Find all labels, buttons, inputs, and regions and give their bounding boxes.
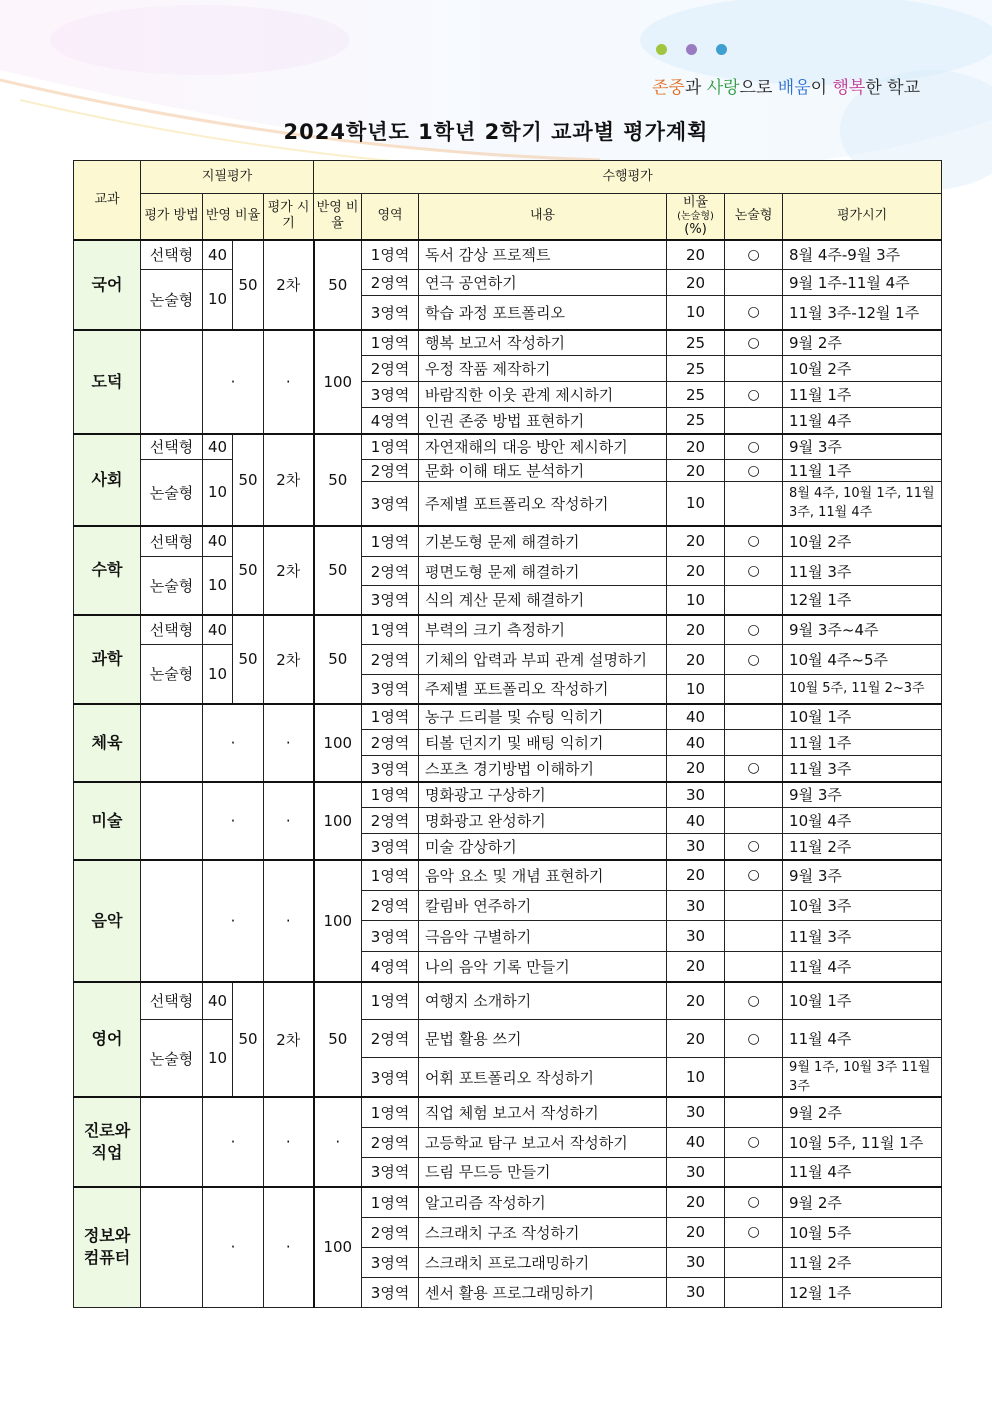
written-method: 논술형 [141,1020,203,1098]
written-method-empty [141,330,203,434]
header-timing: 평가 시기 [264,194,314,240]
table-row [74,704,942,730]
performance-ratio: 100 [314,704,362,782]
written-ratio-dash: · [203,1187,264,1307]
period-cell: 10월 5주, 11월 2~3주 [783,675,942,704]
area-cell: 3영역 [362,586,419,615]
essay-mark [725,921,783,952]
period-cell: 10월 5주 [783,1217,942,1247]
page-title: 2024학년도 1학년 2학기 교과별 평가계획 [283,120,709,144]
period-cell: 10월 4주~5주 [783,645,942,675]
written-timing-dash: · [264,860,314,982]
period-cell: 11월 4주 [783,408,942,434]
period-cell: 9월 2주 [783,330,942,356]
table-row [74,557,942,586]
written-ratio: 10 [203,460,233,526]
header-perf-reflect-ratio: 반영 비율 [314,194,362,240]
header-ratio [667,194,725,240]
written-total: 50 [233,615,264,704]
ratio-cell: 20 [667,460,725,482]
essay-mark: ○ [725,860,783,891]
content-cell: 칼림바 연주하기 [419,891,667,921]
performance-ratio: 100 [314,782,362,860]
written-method: 선택형 [141,434,203,460]
content-cell: 바람직한 이웃 관계 제시하기 [419,382,667,408]
performance-ratio: 50 [314,982,362,1098]
ratio-cell: 20 [667,860,725,891]
essay-mark: ○ [725,557,783,586]
written-ratio: 40 [203,615,233,645]
subject-name: 사회 [74,434,141,526]
period-cell: 9월 3주 [783,434,942,460]
written-method-empty [141,704,203,782]
essay-mark: ○ [725,434,783,460]
header-content: 내용 [419,194,667,240]
table-row [74,615,942,645]
blue-dot-icon [716,44,727,55]
written-ratio: 40 [203,982,233,1020]
period-cell: 12월 1주 [783,1277,942,1307]
table-row [74,860,942,891]
content-cell: 스포츠 경기방법 이해하기 [419,756,667,782]
motto-part: 배움 [777,78,811,98]
essay-mark: ○ [725,1020,783,1058]
written-ratio: 40 [203,434,233,460]
essay-mark: ○ [725,756,783,782]
subject-name: 정보와 컴퓨터 [74,1187,141,1307]
ratio-cell: 30 [667,921,725,952]
table-row [74,1020,942,1058]
written-timing-dash: · [264,1187,314,1307]
area-cell: 2영역 [362,645,419,675]
area-cell: 3영역 [362,1058,419,1098]
ratio-cell: 25 [667,356,725,382]
written-method: 논술형 [141,270,203,330]
area-cell: 3영역 [362,482,419,526]
area-cell: 2영역 [362,1127,419,1157]
content-cell: 여행지 소개하기 [419,982,667,1020]
ratio-cell: 10 [667,482,725,526]
table-row [74,982,942,1020]
essay-mark [725,1157,783,1187]
content-cell: 부력의 크기 측정하기 [419,615,667,645]
table-row [74,270,942,296]
written-total: 50 [233,434,264,526]
ratio-cell: 25 [667,382,725,408]
subject-name: 도덕 [74,330,141,434]
content-cell: 극음악 구별하기 [419,921,667,952]
content-cell: 자연재해의 대응 방안 제시하기 [419,434,667,460]
table-row [74,1097,942,1127]
content-cell: 티볼 던지기 및 배팅 익히기 [419,730,667,756]
area-cell: 1영역 [362,330,419,356]
header-reflect-ratio: 반영 비율 [203,194,264,240]
content-cell: 행복 보고서 작성하기 [419,330,667,356]
content-cell: 드림 무드등 만들기 [419,1157,667,1187]
ratio-cell: 20 [667,1217,725,1247]
essay-mark [725,782,783,808]
area-cell: 1영역 [362,615,419,645]
written-timing: 2차 [264,240,314,330]
content-cell: 문화 이해 태도 분석하기 [419,460,667,482]
ratio-cell: 40 [667,730,725,756]
written-method-empty [141,782,203,860]
written-total: 50 [233,526,264,615]
area-cell: 2영역 [362,356,419,382]
header-subject: 교과 [74,161,141,240]
motto-part: 으로 [739,78,778,98]
ratio-cell: 10 [667,296,725,330]
written-method: 선택형 [141,526,203,557]
purple-dot-icon [686,44,697,55]
essay-mark [725,675,783,704]
period-cell: 11월 3주-12월 1주 [783,296,942,330]
header-written-exam: 지필평가 [141,161,314,194]
area-cell: 1영역 [362,860,419,891]
ratio-cell: 20 [667,1020,725,1058]
ratio-cell: 20 [667,982,725,1020]
performance-ratio: 50 [314,240,362,330]
header-period: 평가시기 [783,194,942,240]
essay-mark: ○ [725,296,783,330]
period-cell: 10월 1주 [783,982,942,1020]
ratio-cell: 30 [667,1097,725,1127]
period-cell: 8월 4주-9월 3주 [783,240,942,270]
table-row [74,645,942,675]
subject-name: 국어 [74,240,141,330]
table-row [74,782,942,808]
school-motto [652,73,920,98]
area-cell: 3영역 [362,1247,419,1277]
content-cell: 우정 작품 제작하기 [419,356,667,382]
essay-mark [725,270,783,296]
table-row [74,526,942,557]
area-cell: 1영역 [362,1187,419,1217]
area-cell: 2영역 [362,460,419,482]
area-cell: 1영역 [362,782,419,808]
content-cell: 명화광고 구상하기 [419,782,667,808]
period-cell: 9월 3주 [783,782,942,808]
green-dot-icon [656,44,667,55]
content-cell: 인권 존중 방법 표현하기 [419,408,667,434]
essay-mark [725,730,783,756]
period-cell: 11월 2주 [783,1247,942,1277]
written-ratio: 10 [203,270,233,330]
content-cell: 농구 드리블 및 슈팅 익히기 [419,704,667,730]
period-cell: 11월 1주 [783,730,942,756]
area-cell: 1영역 [362,434,419,460]
essay-mark [725,356,783,382]
written-ratio: 10 [203,1020,233,1098]
ratio-cell: 40 [667,704,725,730]
written-ratio-dash: · [203,860,264,982]
header-ratio-line3: (%) [684,221,707,237]
essay-mark [725,1247,783,1277]
area-cell: 1영역 [362,1097,419,1127]
period-cell: 9월 2주 [783,1187,942,1217]
header-performance: 수행평가 [314,161,942,194]
written-method: 선택형 [141,615,203,645]
area-cell: 3영역 [362,756,419,782]
period-cell: 11월 1주 [783,382,942,408]
header-ratio-line1: 비율 [682,194,709,210]
ratio-cell: 10 [667,1058,725,1098]
area-cell: 2영역 [362,808,419,834]
area-cell: 3영역 [362,382,419,408]
written-timing: 2차 [264,434,314,526]
table-row [74,434,942,460]
content-cell: 센서 활용 프로그래밍하기 [419,1277,667,1307]
subject-name: 진로와 직업 [74,1097,141,1187]
essay-mark [725,1277,783,1307]
essay-mark: ○ [725,382,783,408]
written-timing-dash: · [264,330,314,434]
essay-mark: ○ [725,330,783,356]
content-cell: 주제별 포트폴리오 작성하기 [419,675,667,704]
essay-mark [725,586,783,615]
content-cell: 고등학교 탐구 보고서 작성하기 [419,1127,667,1157]
written-timing-dash: · [264,704,314,782]
area-cell: 3영역 [362,1157,419,1187]
essay-mark: ○ [725,240,783,270]
motto-part: 존중 [652,78,685,98]
essay-mark: ○ [725,460,783,482]
period-cell: 9월 1주, 10월 3주 11월 3주 [783,1058,942,1098]
period-cell: 8월 4주, 10월 1주, 11월 3주, 11월 4주 [783,482,942,526]
performance-ratio: 50 [314,615,362,704]
content-cell: 직업 체험 보고서 작성하기 [419,1097,667,1127]
subject-name: 영어 [74,982,141,1098]
motto-part: 한 학교 [865,78,921,98]
ratio-cell: 30 [667,1157,725,1187]
written-total: 50 [233,982,264,1098]
area-cell: 2영역 [362,1020,419,1058]
essay-mark: ○ [725,1217,783,1247]
essay-mark: ○ [725,615,783,645]
essay-mark: ○ [725,526,783,557]
period-cell: 11월 3주 [783,921,942,952]
ratio-cell: 20 [667,952,725,982]
content-cell: 나의 음악 기록 만들기 [419,952,667,982]
content-cell: 평면도형 문제 해결하기 [419,557,667,586]
written-timing-dash: · [264,1097,314,1187]
essay-mark [725,952,783,982]
written-ratio: 10 [203,645,233,704]
ratio-cell: 25 [667,408,725,434]
period-cell: 9월 1주-11월 4주 [783,270,942,296]
period-cell: 9월 3주~4주 [783,615,942,645]
table-row [74,240,942,270]
period-cell: 11월 3주 [783,557,942,586]
header-ratio-line2: (논술형) [677,210,714,222]
essay-mark [725,891,783,921]
ratio-cell: 40 [667,1127,725,1157]
table-row [74,460,942,482]
subject-name: 과학 [74,615,141,704]
period-cell: 11월 4주 [783,1157,942,1187]
ratio-cell: 30 [667,782,725,808]
period-cell: 10월 2주 [783,356,942,382]
area-cell: 1영역 [362,240,419,270]
period-cell: 9월 2주 [783,1097,942,1127]
period-cell: 11월 4주 [783,952,942,982]
subject-name: 수학 [74,526,141,615]
area-cell: 2영역 [362,891,419,921]
ratio-cell: 30 [667,1277,725,1307]
table-body [74,240,942,1308]
essay-mark: ○ [725,645,783,675]
performance-ratio: · [314,1097,362,1187]
ratio-cell: 30 [667,891,725,921]
period-cell: 12월 1주 [783,586,942,615]
area-cell: 4영역 [362,408,419,434]
period-cell: 11월 1주 [783,460,942,482]
essay-mark [725,1097,783,1127]
motto-part: 과 [684,78,707,98]
ratio-cell: 10 [667,586,725,615]
written-ratio: 40 [203,526,233,557]
written-ratio: 10 [203,557,233,615]
ratio-cell: 20 [667,240,725,270]
performance-ratio: 100 [314,1187,362,1307]
ratio-cell: 25 [667,330,725,356]
period-cell: 9월 3주 [783,860,942,891]
essay-mark [725,408,783,434]
area-cell: 2영역 [362,1217,419,1247]
content-cell: 스크래치 구조 작성하기 [419,1217,667,1247]
subject-name: 음악 [74,860,141,982]
table-row [74,330,942,356]
content-cell: 명화광고 완성하기 [419,808,667,834]
area-cell: 3영역 [362,834,419,860]
written-ratio-dash: · [203,330,264,434]
written-ratio-dash: · [203,704,264,782]
ratio-cell: 20 [667,615,725,645]
performance-ratio: 50 [314,526,362,615]
written-ratio: 40 [203,240,233,270]
essay-mark: ○ [725,1187,783,1217]
subject-name: 미술 [74,782,141,860]
performance-ratio: 50 [314,434,362,526]
period-cell: 10월 3주 [783,891,942,921]
area-cell: 1영역 [362,982,419,1020]
written-ratio-dash: · [203,1097,264,1187]
written-method: 논술형 [141,645,203,704]
ratio-cell: 20 [667,756,725,782]
period-cell: 10월 1주 [783,704,942,730]
essay-mark: ○ [725,982,783,1020]
essay-mark: ○ [725,834,783,860]
written-total: 50 [233,240,264,330]
area-cell: 2영역 [362,557,419,586]
period-cell: 11월 2주 [783,834,942,860]
content-cell: 스크래치 프로그래밍하기 [419,1247,667,1277]
written-method: 논술형 [141,460,203,526]
ratio-cell: 20 [667,557,725,586]
area-cell: 3영역 [362,921,419,952]
ratio-cell: 10 [667,675,725,704]
ratio-cell: 30 [667,834,725,860]
content-cell: 독서 감상 프로젝트 [419,240,667,270]
area-cell: 1영역 [362,704,419,730]
content-cell: 문법 활용 쓰기 [419,1020,667,1058]
motto-part: 이 [810,78,833,98]
written-timing: 2차 [264,615,314,704]
header-essay: 논술형 [725,194,783,240]
content-cell: 알고리즘 작성하기 [419,1187,667,1217]
period-cell: 10월 2주 [783,526,942,557]
performance-ratio: 100 [314,860,362,982]
period-cell: 11월 4주 [783,1020,942,1058]
written-method: 논술형 [141,557,203,615]
written-method-empty [141,1187,203,1307]
ratio-cell: 40 [667,808,725,834]
content-cell: 식의 계산 문제 해결하기 [419,586,667,615]
area-cell: 3영역 [362,675,419,704]
ratio-cell: 20 [667,1187,725,1217]
written-timing: 2차 [264,526,314,615]
content-cell: 음악 요소 및 개념 표현하기 [419,860,667,891]
essay-mark: ○ [725,1127,783,1157]
content-cell: 어휘 포트폴리오 작성하기 [419,1058,667,1098]
period-cell: 11월 3주 [783,756,942,782]
header-area: 영역 [362,194,419,240]
performance-ratio: 100 [314,330,362,434]
content-cell: 기체의 압력과 부피 관계 설명하기 [419,645,667,675]
ratio-cell: 20 [667,645,725,675]
written-timing-dash: · [264,782,314,860]
area-cell: 2영역 [362,270,419,296]
essay-mark [725,704,783,730]
period-cell: 10월 4주 [783,808,942,834]
content-cell: 주제별 포트폴리오 작성하기 [419,482,667,526]
written-method-empty [141,860,203,982]
area-cell: 1영역 [362,526,419,557]
essay-mark [725,808,783,834]
ratio-cell: 30 [667,1247,725,1277]
written-method-empty [141,1097,203,1187]
area-cell: 3영역 [362,1277,419,1307]
written-timing: 2차 [264,982,314,1098]
area-cell: 4영역 [362,952,419,982]
motto-part: 사랑 [706,78,740,98]
evaluation-plan-table [73,160,942,1308]
content-cell: 학습 과정 포트폴리오 [419,296,667,330]
essay-mark [725,1058,783,1098]
content-cell: 연극 공연하기 [419,270,667,296]
written-ratio-dash: · [203,782,264,860]
motto-part: 행복 [832,78,866,98]
essay-mark [725,482,783,526]
area-cell: 3영역 [362,296,419,330]
written-method: 선택형 [141,240,203,270]
written-method: 선택형 [141,982,203,1020]
period-cell: 10월 5주, 11월 1주 [783,1127,942,1157]
table-row [74,1187,942,1217]
subject-name: 체육 [74,704,141,782]
ratio-cell: 20 [667,270,725,296]
content-cell: 기본도형 문제 해결하기 [419,526,667,557]
area-cell: 2영역 [362,730,419,756]
ratio-cell: 20 [667,434,725,460]
header-method: 평가 방법 [141,194,203,240]
ratio-cell: 20 [667,526,725,557]
content-cell: 미술 감상하기 [419,834,667,860]
